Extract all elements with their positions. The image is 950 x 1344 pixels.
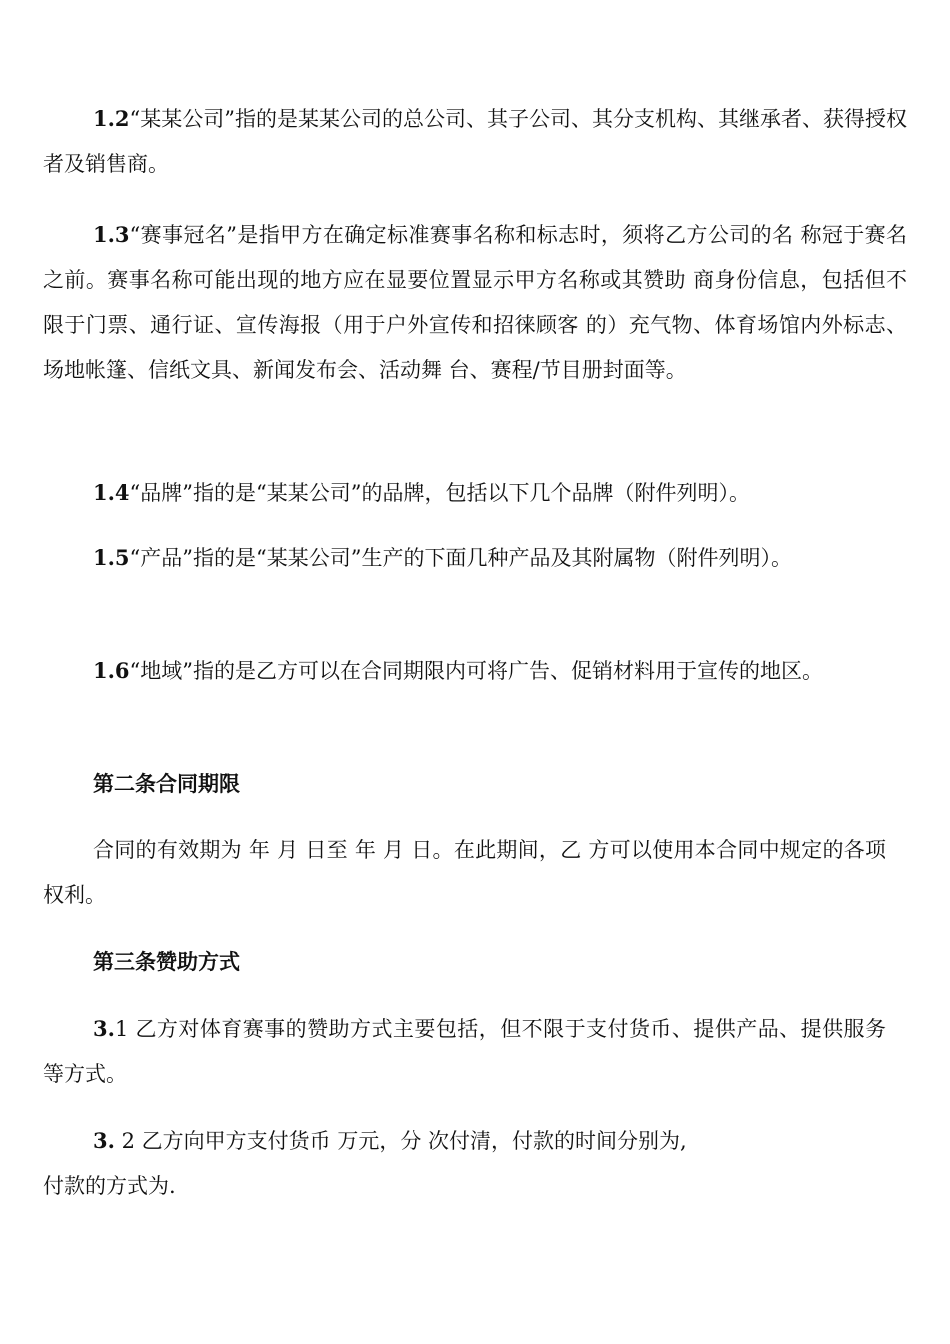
clause-text: 合同的有效期为 年 月 日至 年 月 日。在此期间，乙 方可以使用本合同中规定的各项权利。 — [43, 838, 886, 907]
clause-subnumber: 1 — [114, 1017, 129, 1041]
clause-number: 1.5 — [93, 545, 130, 570]
clause-1-3 — [43, 212, 907, 393]
clause-text: 乙方对体育赛事的赞助方式主要包括，但不限于支付货币、提供产品、提供服务等方式。 — [43, 1017, 886, 1086]
clause-number: 1.6 — [93, 658, 130, 683]
clause-text: 乙方向甲方支付货币 万元，分 次付清，付款的时间分别为, — [134, 1129, 687, 1153]
clause-number: 1.4 — [93, 480, 130, 505]
clause-1-4 — [43, 470, 907, 516]
clause-3-2-continuation: 付款的方式为. — [43, 1174, 176, 1198]
clause-number: 3. — [93, 1016, 115, 1041]
clause-number: 1.2 — [93, 106, 130, 131]
clause-text: “品牌”指的是“某某公司”的品牌，包括以下几个品牌（附件列明）。 — [129, 481, 750, 505]
clause-subnumber: 2 — [114, 1129, 135, 1153]
clause-3-2 — [43, 1118, 907, 1164]
contract-term-paragraph — [43, 828, 886, 918]
clause-text: “赛事冠名”是指甲方在确定标准赛事名称和标志时，须将乙方公司的名 称冠于赛名之前。赛事名称可能出现的地方应在显要位置显示甲方名称或其赞助 商身份信息，包括但不限于门票、通行证、宣传海报（用于户外宣传和招徕顾客 的）充气物、体育场馆内外标志、场地帐篷、信纸文具、新闻发布会、活动舞 台、赛程/节目册封面等。 — [43, 223, 907, 382]
section-heading-sponsorship: 第三条赞助方式 — [93, 949, 240, 974]
clause-text: “地域”指的是乙方可以在合同期限内可将广告、促销材料用于宣传的地区。 — [129, 659, 824, 683]
clause-1-2 — [43, 96, 907, 187]
clause-1-5 — [43, 535, 907, 581]
clause-3-1 — [43, 1006, 886, 1097]
section-heading-term: 第二条合同期限 — [93, 771, 240, 796]
clause-text: “某某公司”指的是某某公司的总公司、其子公司、其分支机构、其继承者、获得授权者及销售商。 — [43, 107, 908, 176]
clause-number: 1.3 — [93, 222, 130, 247]
clause-number: 3. — [93, 1128, 115, 1153]
clause-1-6 — [43, 648, 907, 694]
clause-text: “产品”指的是“某某公司”生产的下面几种产品及其附属物（附件列明）。 — [129, 546, 792, 570]
